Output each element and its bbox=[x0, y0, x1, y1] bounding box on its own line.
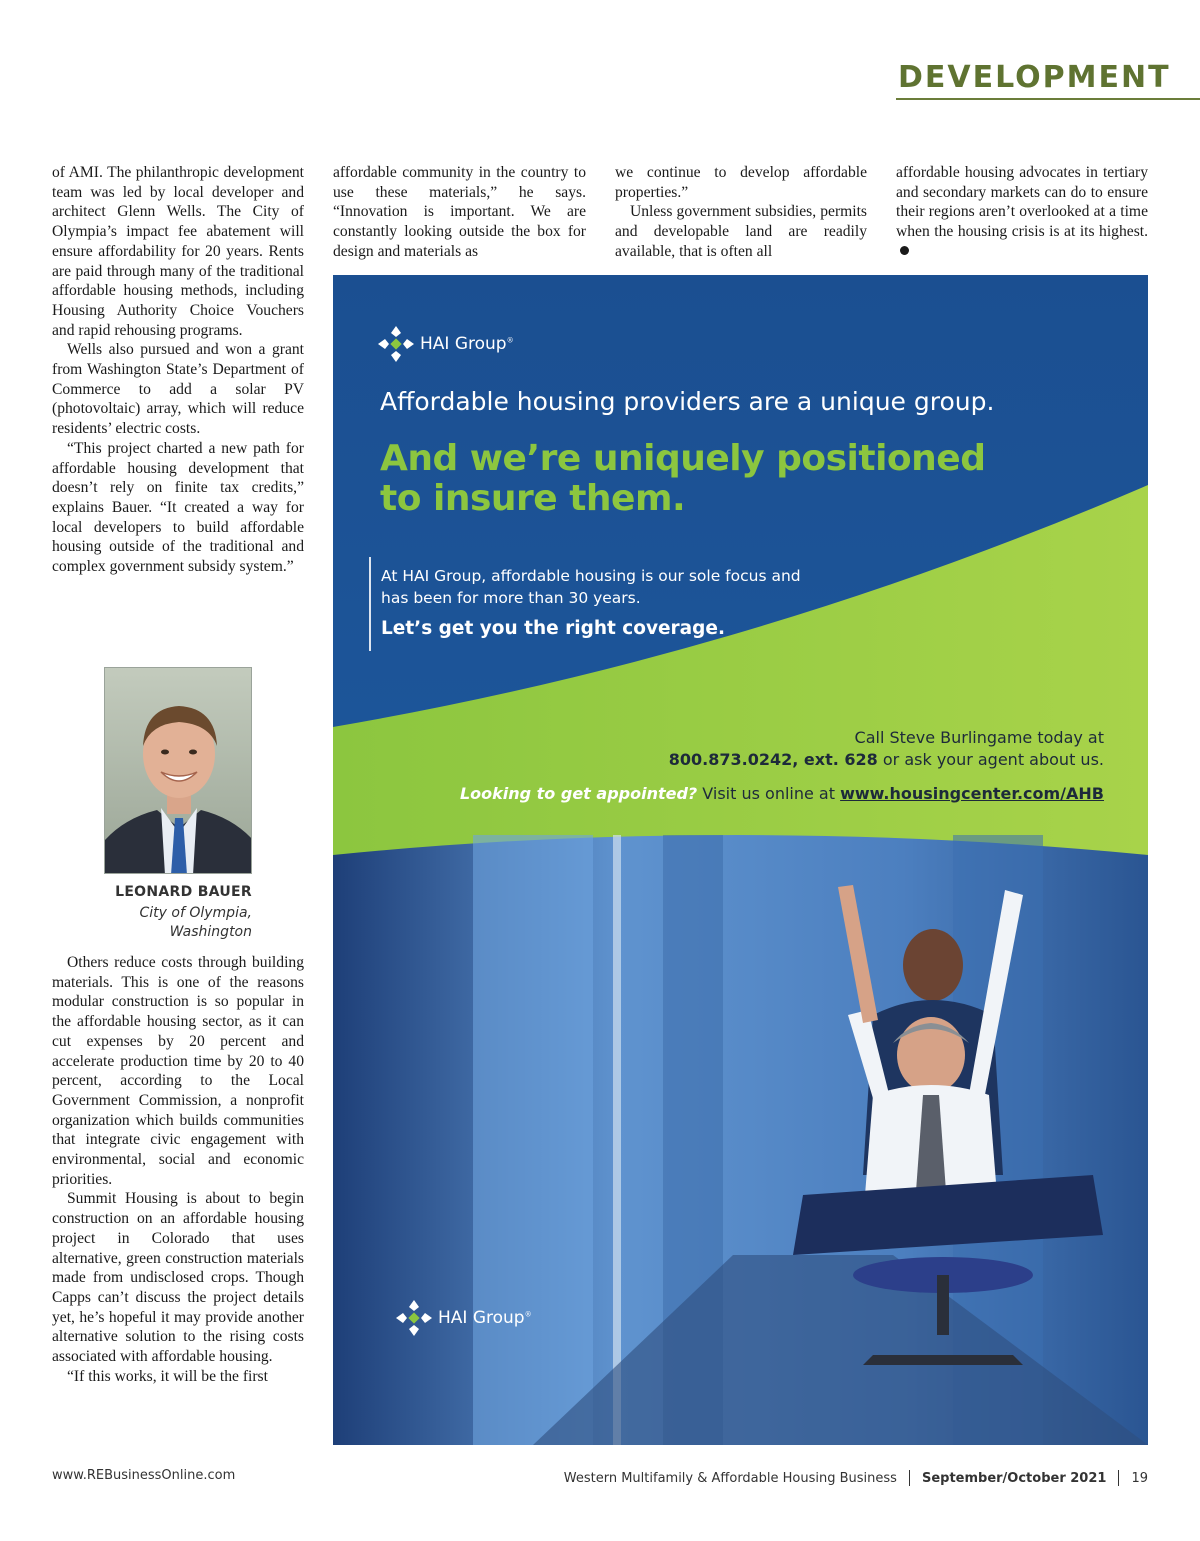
hai-logo-bottom bbox=[395, 1299, 532, 1337]
hai-group-advertisement bbox=[333, 275, 1148, 1445]
footer-separator bbox=[1118, 1470, 1119, 1486]
caption-title-line: City of Olympia, bbox=[139, 905, 252, 921]
ad-tagline-line: to insure them. bbox=[380, 478, 686, 519]
ad-appointed-text: Looking to get appointed? bbox=[459, 784, 698, 803]
ad-contact-line bbox=[669, 749, 1104, 771]
footer-issue: September/October 2021 bbox=[921, 1470, 1107, 1486]
ad-visit-text: Visit us online at bbox=[697, 784, 841, 803]
headshot-illustration bbox=[105, 668, 252, 874]
registered-mark: ® bbox=[506, 336, 514, 345]
hai-logo-text bbox=[438, 1308, 532, 1328]
footer-publication-info bbox=[564, 1468, 1148, 1488]
paragraph-text: affordable housing advocates in tertiary and secondary markets can do to ensure their regions aren’t overlooked at a time when the housing crisis is at its highest. bbox=[896, 164, 1148, 241]
hai-logo-text bbox=[420, 334, 514, 354]
paragraph: affordable community in the country to use these materials,” he says. “Innovation is important. We are constantly looking outside the box for design and materials as bbox=[333, 164, 586, 260]
ad-website-link[interactable]: www.housingcenter.com/AHB bbox=[840, 784, 1104, 803]
paragraph bbox=[896, 163, 1148, 262]
ad-tagline-line: And we’re uniquely positioned bbox=[380, 438, 986, 479]
paragraph: Unless government subsidies, permits and developable land are readily available, that is often all bbox=[615, 203, 867, 260]
ad-body-text bbox=[381, 565, 861, 609]
paragraph: “If this works, it will be the first bbox=[67, 1367, 268, 1385]
ad-cta: Let’s get you the right coverage. bbox=[381, 618, 725, 639]
hai-logo-icon bbox=[395, 1299, 433, 1337]
logo-name: HAI Group bbox=[438, 1308, 525, 1328]
photo-caption-title bbox=[52, 904, 252, 942]
registered-mark: ® bbox=[524, 1310, 532, 1319]
article-column-4 bbox=[896, 163, 1148, 262]
footer-website[interactable]: www.REBusinessOnline.com bbox=[52, 1468, 236, 1483]
paragraph: Wells also pursued and won a grant from Washington State’s Department of Commerce to add a solar PV (photovoltaic) array, which will reduce residents’ electric costs. bbox=[52, 341, 304, 438]
ad-contact-line: Call Steve Burlingame today at bbox=[854, 728, 1104, 747]
footer-separator bbox=[909, 1470, 910, 1486]
ad-visit bbox=[460, 784, 1104, 803]
article-column-1-continued bbox=[52, 953, 304, 1386]
ad-accent-bar bbox=[369, 557, 371, 651]
hai-logo-icon bbox=[377, 325, 415, 363]
article-column-2 bbox=[333, 163, 586, 262]
headshot-photo bbox=[104, 667, 252, 874]
ad-body-line: At HAI Group, affordable housing is our sole focus and bbox=[381, 567, 801, 585]
footer-publication: Western Multifamily & Affordable Housing Business bbox=[563, 1470, 897, 1486]
paragraph: of AMI. The philanthropic development team was led by local developer and architect Glenn Wells. The City of Olympia’s impact fee abatement will ensure affordability for 20 years. Rents are paid through many of the traditional affordable housing methods, including Housing Authority Choice Vouchers and rapid rehousing programs. bbox=[52, 164, 304, 339]
ad-phone[interactable]: 800.873.0242, ext. 628 bbox=[668, 750, 878, 769]
paragraph: Others reduce costs through building materials. This is one of the reasons modular construction is so popular in the affordable housing sector, as it can cut expenses by 20 percent and accelerate production time by 20 to 40 percent, according to the Local Government Commission, a nonprofit organization which builds communities that integrate civic engagement with environmental, social and economic priorities. bbox=[52, 954, 304, 1188]
page-number: 19 bbox=[1131, 1470, 1148, 1486]
photo-caption-name: LEONARD BAUER bbox=[115, 884, 252, 900]
ad-body-line: has been for more than 30 years. bbox=[381, 589, 641, 607]
ad-contact-rest: or ask your agent about us. bbox=[877, 750, 1104, 769]
end-mark-icon bbox=[900, 246, 909, 255]
article-column-1 bbox=[52, 163, 304, 577]
ad-contact bbox=[669, 727, 1104, 771]
paragraph: Summit Housing is about to begin construction on an affordable housing project in Colorado that uses alternative, green construction materials made from undisclosed crops. Though Capps can’t discuss the project details yet, he’s hopeful it may provide another alternative solution to the rising costs associated with affordable housing. bbox=[52, 1190, 304, 1366]
article-column-3 bbox=[615, 163, 867, 262]
logo-name: HAI Group bbox=[420, 334, 507, 354]
ad-tagline bbox=[380, 439, 1020, 519]
ad-headline: Affordable housing providers are a unique group. bbox=[380, 387, 995, 416]
section-title: DEVELOPMENT bbox=[898, 60, 1171, 95]
section-header bbox=[896, 60, 1200, 100]
caption-title-line: Washington bbox=[169, 924, 252, 940]
paragraph: we continue to develop affordable properties.” bbox=[615, 164, 867, 201]
hai-logo-top bbox=[377, 325, 514, 363]
paragraph: “This project charted a new path for affordable housing development that doesn’t rely on finite tax credits,” explains Bauer. “It created a way for local developers to build affordable housing outside of the traditional and complex government subsidy system.” bbox=[52, 439, 304, 576]
